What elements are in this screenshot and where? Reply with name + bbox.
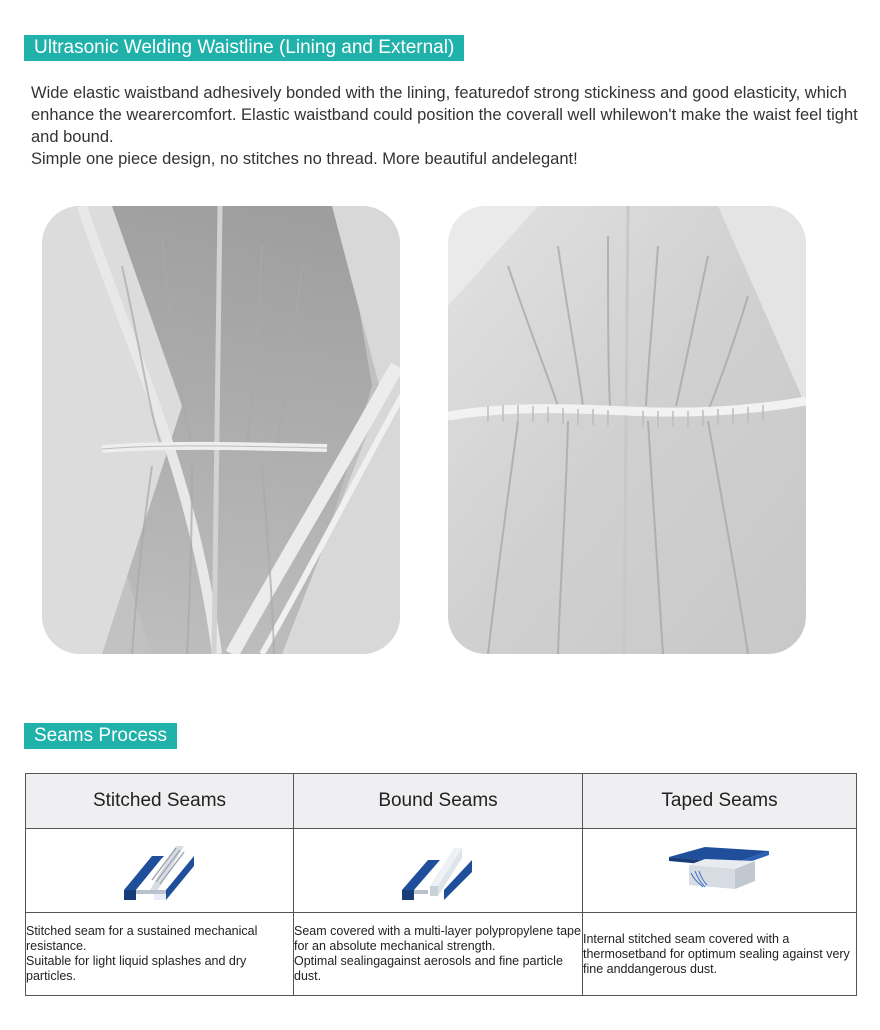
stitched-seam-description (26, 913, 294, 996)
taped-seam-cell (583, 829, 857, 913)
header-stitched-seams: Stitched Seams (26, 774, 294, 829)
taped-seam-description (583, 913, 857, 996)
description-line: Stitched seam for a sustained mechanical resistance. (26, 924, 258, 953)
description-paragraph: Wide elastic waistband adhesively bonded with the lining, featuredof strong stickiness and good elasticity, which enhance the wearercomfort. Elastic waistband could position the coverall well whilewon't make the waist feel tight and bound. (31, 84, 858, 146)
stitched-seam-cell (26, 829, 294, 913)
description-line: Seam covered with a multi-layer polypropylene tape for an absolute mechanical strength. (294, 924, 581, 953)
waistline-description (31, 82, 861, 170)
section-title-seams: Seams Process (24, 723, 177, 749)
description-line: Suitable for light liquid splashes and dry particles. (26, 954, 247, 983)
bound-seam-cell (294, 829, 583, 913)
header-taped-seams: Taped Seams (583, 774, 857, 829)
stitched-seam-icon (122, 838, 198, 904)
description-paragraph: Simple one piece design, no stitches no thread. More beautiful andelegant! (31, 150, 578, 168)
bound-seam-description (294, 913, 583, 996)
description-line: Internal stitched seam covered with a thermosetband for optimum sealing against very fine anddangerous dust. (583, 931, 850, 976)
seams-description-row (26, 913, 857, 996)
description-line: Optimal sealingagainst aerosols and fine particle dust. (294, 954, 563, 983)
bound-seam-icon (400, 838, 476, 904)
seams-table (25, 773, 857, 996)
waistline-photo-lining (42, 206, 400, 654)
header-bound-seams: Bound Seams (294, 774, 583, 829)
seams-header-row (26, 774, 857, 829)
section-title-waistline: Ultrasonic Welding Waistline (Lining and External) (24, 35, 464, 61)
seams-image-row (26, 829, 857, 913)
taped-seam-icon (665, 843, 775, 899)
waistline-photo-external (448, 206, 806, 654)
